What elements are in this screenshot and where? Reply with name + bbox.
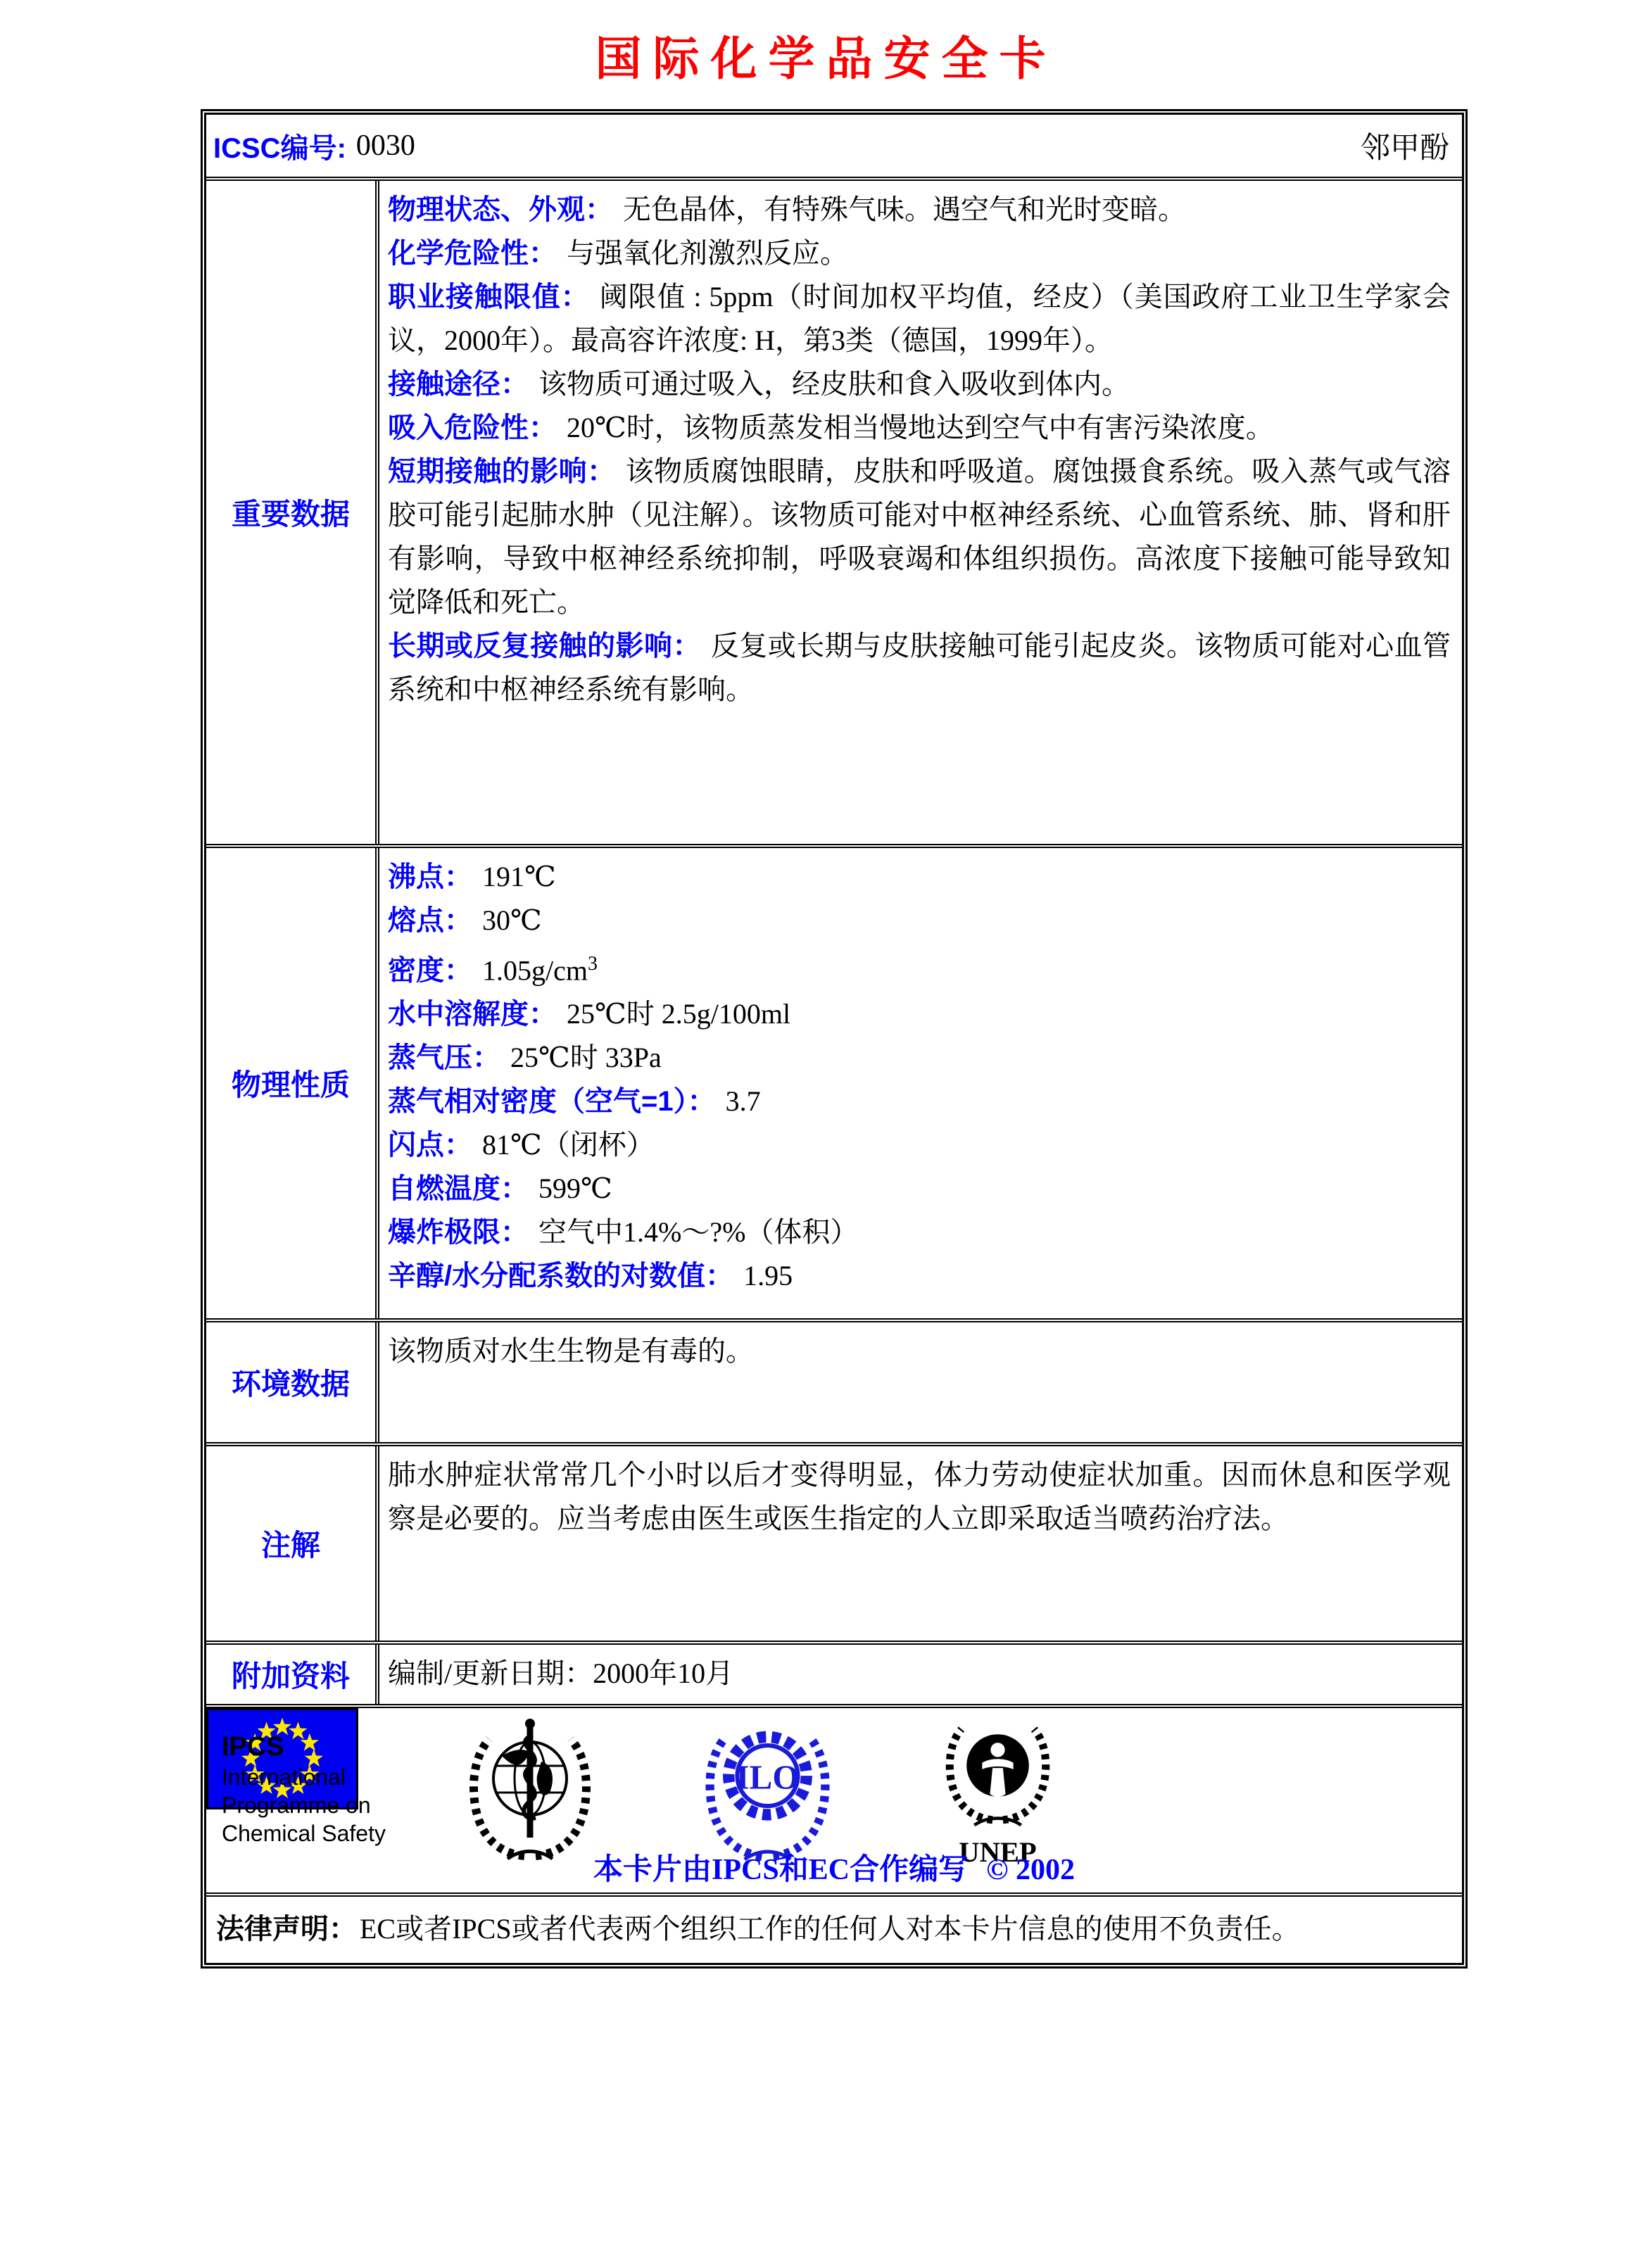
important-item: 接触途径： 该物质可通过吸入，经皮肤和食入吸收到体内。: [388, 368, 1130, 400]
environmental-data-content: [379, 1322, 1462, 1442]
physical-item: 爆炸极限： 空气中1.4%～?%（体积）: [388, 1216, 859, 1249]
copyright-text: © 2002: [986, 1854, 1075, 1886]
additional-info-text: 编制/更新日期：2000年10月: [388, 1657, 734, 1689]
environmental-data-row: [206, 1318, 1462, 1442]
legal-notice-label: 法律声明：: [216, 1914, 357, 1945]
legal-notice-row: [206, 1893, 1462, 1963]
important-item: 物理状态、外观： 无色晶体，有特殊气味。遇空气和光时变暗。: [388, 194, 1186, 225]
important-item: 短期接触的影响： 该物质腐蚀眼睛，皮肤和呼吸道。腐蚀摄食系统。吸入蒸气或气溶胶可能引起肺水肿（见注解）。该物质可能对中枢神经系统、心血管系统、肺、肾和肝有影响，导致中枢神经系统抑制，呼吸衰竭和体组织损伤。高浓度下接触可能导致知觉降低和死亡。: [388, 455, 1451, 618]
ipcs-line: Programme on: [222, 1793, 371, 1818]
logos-row: [206, 1704, 1462, 1893]
ilo-logo-icon: [695, 1712, 840, 1864]
icsc-number-label: ICSC编号:: [213, 132, 346, 164]
header-row: [206, 115, 1462, 177]
legal-notice-text: EC或者IPCS或者代表两个组织工作的任何人对本卡片信息的使用不负责任。: [360, 1913, 1300, 1945]
physical-item: 密度： $1.05g/cm^3$: [388, 953, 598, 987]
caption-text: 本卡片由IPCS和EC合作编写: [593, 1854, 969, 1886]
physical-item: 蒸气压： 25℃时 33Pa: [388, 1042, 662, 1074]
ipcs-line: Chemical Safety: [222, 1821, 386, 1846]
physical-item: 自燃温度： 599℃: [388, 1173, 612, 1205]
section-label-important: 重要数据: [206, 181, 379, 844]
notes-content: [379, 1446, 1462, 1641]
section-label-environment: 环境数据: [206, 1322, 379, 1442]
section-label-notes: 注解: [206, 1446, 379, 1641]
physical-item: 辛醇/水分配系数的对数值： 1.95: [388, 1260, 793, 1292]
ilo-label: ILO: [736, 1757, 800, 1797]
environmental-text: 该物质对水生生物是有毒的。: [388, 1335, 754, 1367]
physical-item: 水中溶解度： 25℃时 2.5g/100ml: [388, 998, 791, 1030]
section-label-physical: 物理性质: [206, 848, 379, 1318]
who-logo-icon: [460, 1714, 600, 1863]
chemical-name: 邻甲酚: [1360, 132, 1449, 165]
icsc-number-value: 0030: [355, 129, 415, 162]
section-label-additional: 附加资料: [206, 1645, 379, 1704]
physical-item: 蒸气相对密度（空气=1）： 3.7: [388, 1085, 761, 1118]
additional-info-row: [206, 1641, 1462, 1704]
important-item: 长期或反复接触的影响： 反复或长期与皮肤接触可能引起皮炎。该物质可能对心血管系统和中枢神经系统有影响。: [388, 630, 1451, 705]
physical-item: 闪点： 81℃（闭杯）: [388, 1129, 655, 1161]
ipcs-text-block: [222, 1731, 386, 1847]
page-title: 国际化学品安全卡: [595, 32, 1057, 84]
important-item: 职业接触限值： 阈限值 : 5ppm（时间加权平均值，经皮）（美国政府工业卫生学家会议，2000年）。最高容许浓度: H，第3类（德国，1999年）。: [388, 281, 1451, 356]
physical-item: 沸点： 191℃: [388, 861, 556, 892]
important-data-row: [206, 177, 1462, 844]
physical-properties-row: [206, 844, 1462, 1318]
cooperation-caption: [206, 1846, 1462, 1888]
physical-item: 熔点： 30℃: [388, 904, 542, 936]
important-item: 吸入危险性： 20℃时，该物质蒸发相当慢地达到空气中有害污染浓度。: [388, 412, 1274, 443]
ipcs-line: International: [222, 1764, 346, 1790]
additional-info-content: [379, 1645, 1462, 1704]
unep-label: UNEP: [959, 1836, 1037, 1868]
notes-text: 肺水肿症状常常几个小时以后才变得明显，体力劳动使症状加重。因而休息和医学观察是必要的。应当考虑由医生或医生指定的人立即采取适当喷药治疗法。: [388, 1459, 1451, 1534]
icsc-table: [201, 109, 1468, 1969]
important-item: 化学危险性： 与强氧化剂激烈反应。: [388, 237, 848, 269]
ipcs-acronym: IPCS: [222, 1732, 284, 1762]
important-data-content: [379, 181, 1462, 844]
physical-properties-content: [379, 848, 1462, 1318]
notes-row: [206, 1442, 1462, 1641]
header-cell: [206, 119, 1462, 172]
